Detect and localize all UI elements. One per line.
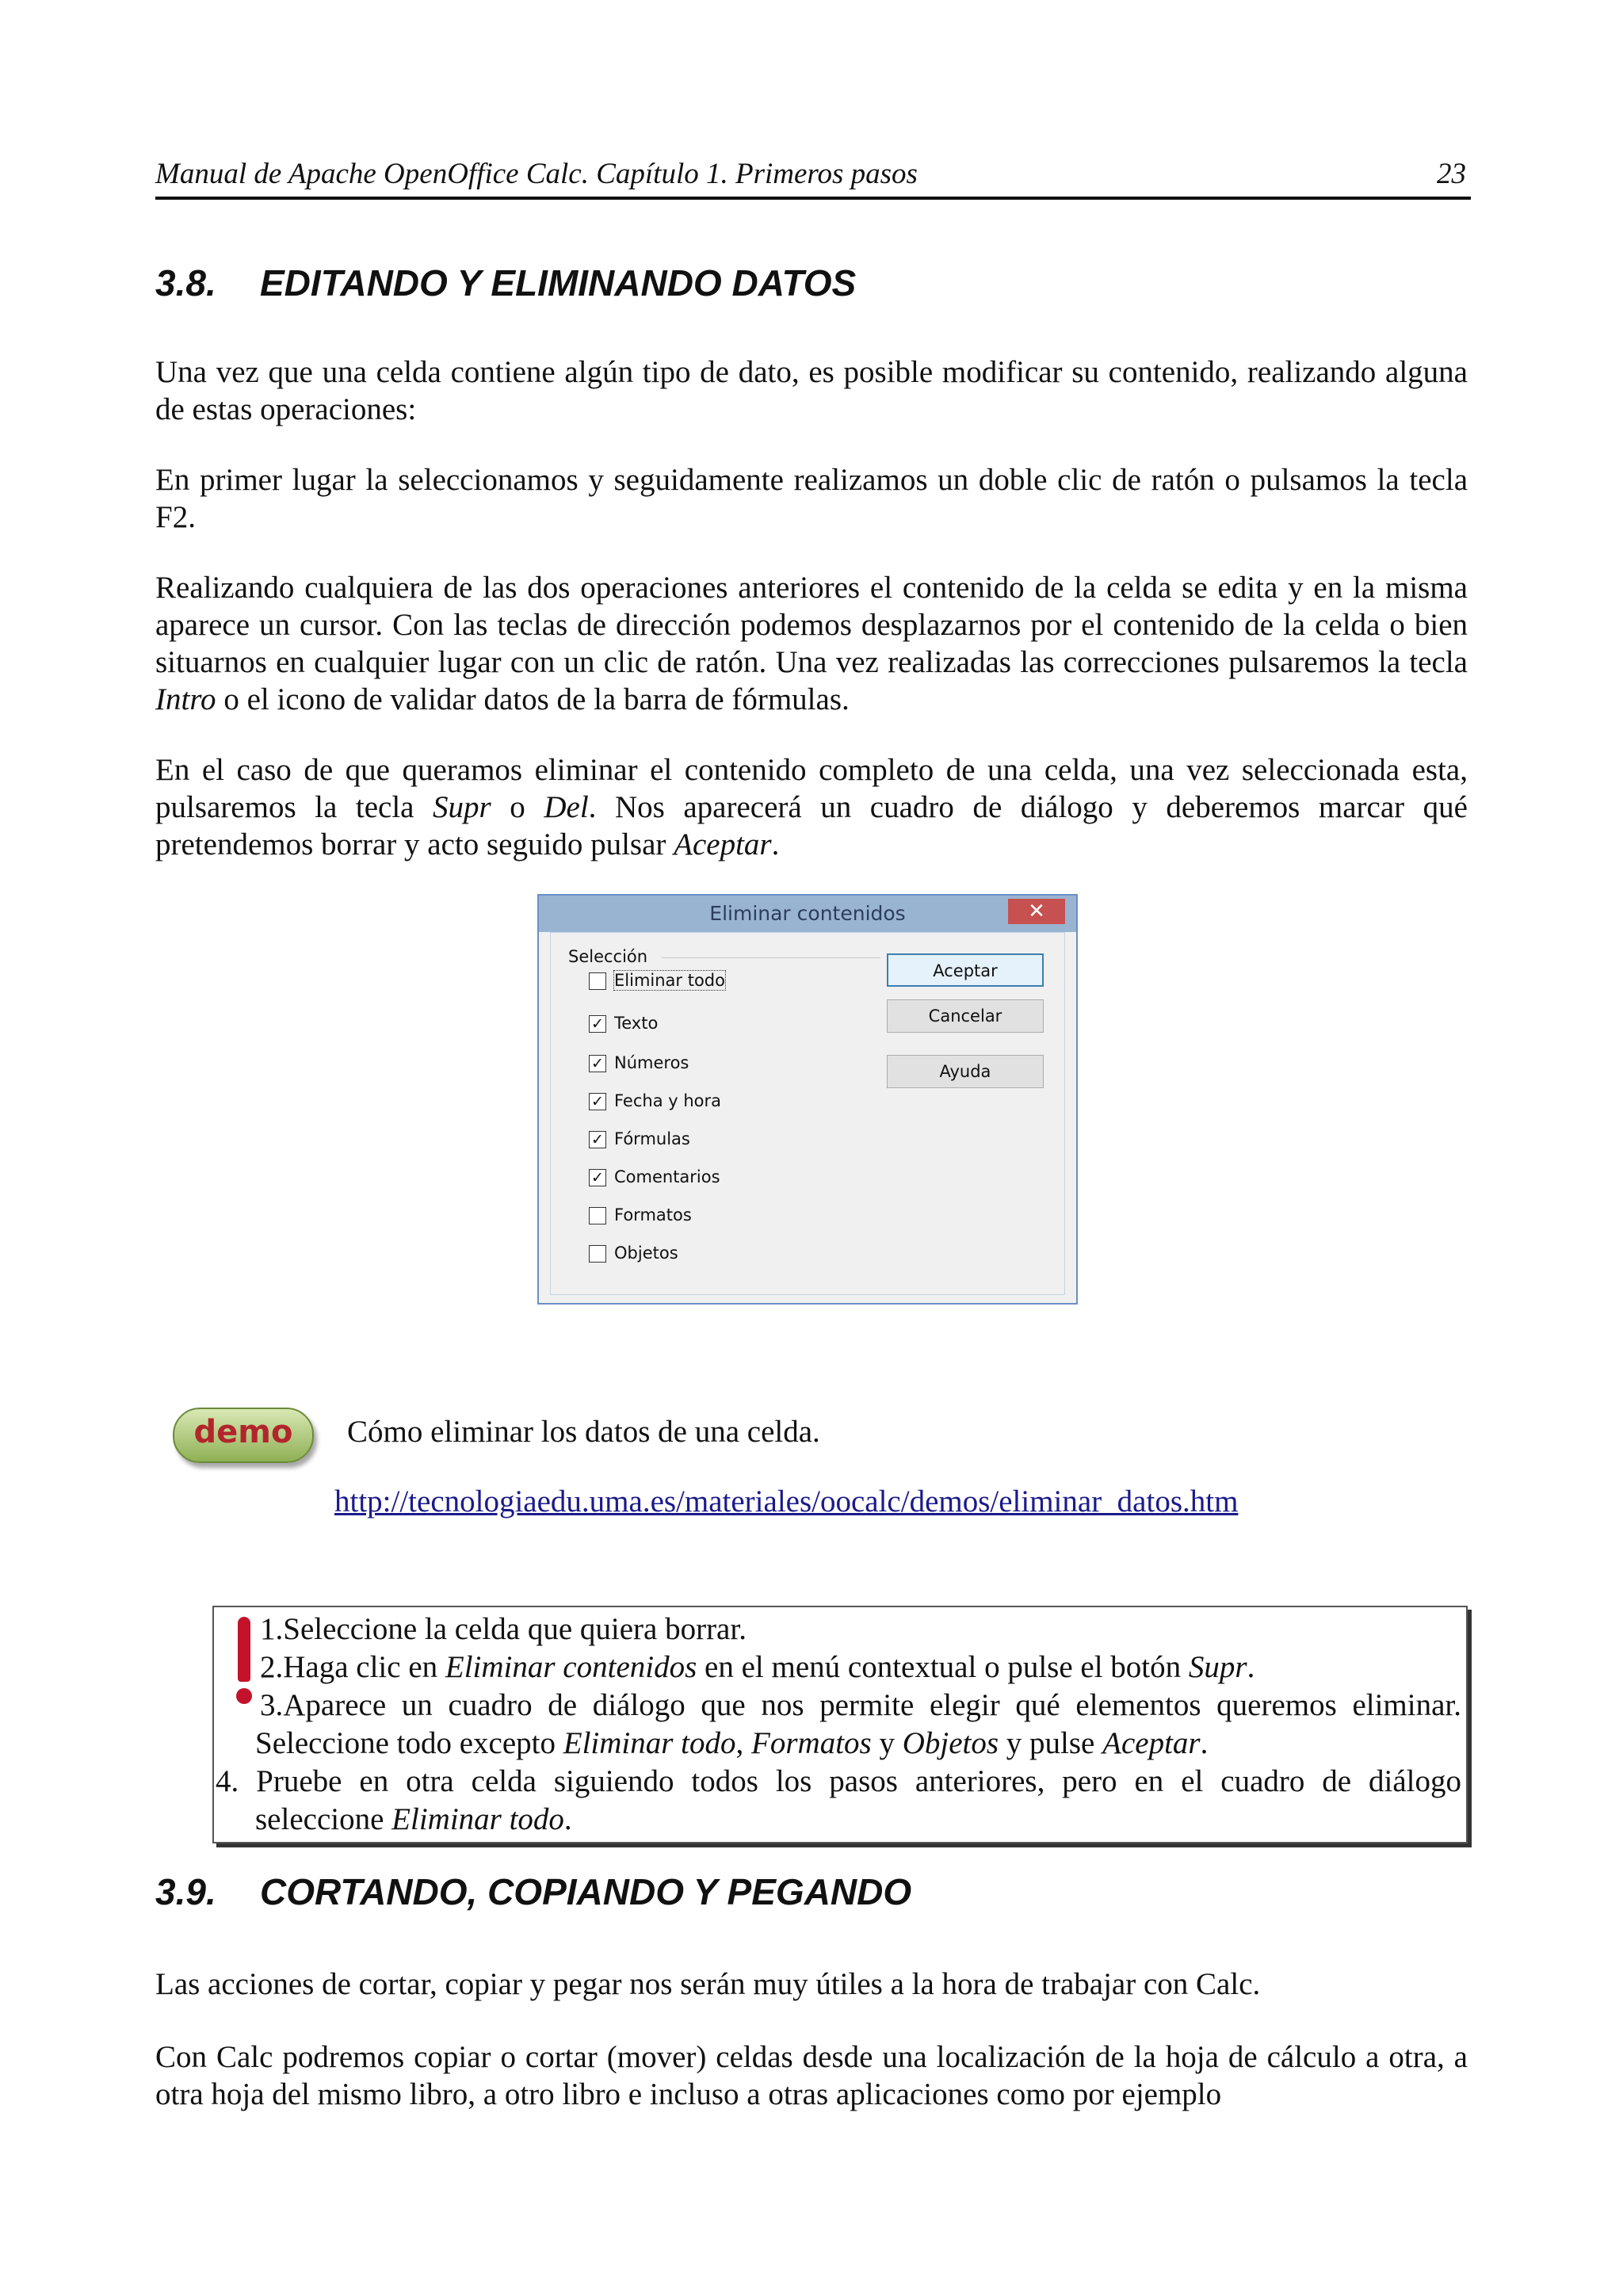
selection-group-label: Selección xyxy=(568,947,648,966)
exercise-step-3: 3.Aparece un cuadro de diálogo que nos permite elegir qué elementos queremos eliminar. xyxy=(260,1688,1461,1722)
checkbox-label: Fórmulas xyxy=(614,1129,690,1148)
exercise-step-4: 4. Pruebe en otra celda siguiendo todos los pasos anteriores, pero en el cuadro de diálogo xyxy=(216,1764,1461,1798)
checkmark-icon[interactable]: ✓ xyxy=(589,1093,606,1110)
checkbox-unchecked-icon[interactable] xyxy=(589,1207,606,1224)
checkmark-icon[interactable]: ✓ xyxy=(589,1015,606,1033)
checkbox-label: Comentarios xyxy=(614,1167,720,1186)
help-button[interactable]: Ayuda xyxy=(887,1055,1044,1088)
accept-button[interactable]: Aceptar xyxy=(887,953,1044,987)
checkbox-unchecked-icon[interactable] xyxy=(589,1245,606,1263)
option-ref: Eliminar todo xyxy=(391,1802,564,1836)
checkbox-label: Formatos xyxy=(614,1205,692,1224)
option-ref: Eliminar todo xyxy=(563,1726,736,1760)
text: o xyxy=(491,790,544,824)
section-number: 3.9. xyxy=(155,1871,216,1912)
page-header xyxy=(155,152,1471,200)
dialog-title: Eliminar contenidos xyxy=(709,902,906,925)
text: Realizando cualquiera de las dos operaciones anteriores el contenido de la celda se edita y en la misma aparece un cursor. Con las teclas de dirección podemos desplazarnos por el contenido de la celda o bien situarnos en cualquier lugar con un clic de ratón. Una vez realizadas las correcciones pulsaremos la tecla xyxy=(155,571,1468,679)
paragraph-delete xyxy=(155,751,1468,863)
exclamation-dot xyxy=(236,1688,252,1704)
button-ref-aceptar: Aceptar xyxy=(674,827,772,861)
exercise-step-1: 1.Seleccione la celda que quiera borrar. xyxy=(260,1612,747,1646)
text: En el caso de que queramos eliminar el contenido completo de una celda, una vez seleccionada esta, pulsaremos la tecla xyxy=(155,753,1468,824)
cancel-button[interactable]: Cancelar xyxy=(887,999,1044,1033)
demo-link[interactable]: http://tecnologiaedu.uma.es/materiales/oocalc/demos/eliminar_datos.htm xyxy=(334,1484,1239,1519)
text: . xyxy=(1247,1650,1255,1684)
exercise-step-2 xyxy=(260,1648,1254,1686)
text: y pulse xyxy=(999,1726,1103,1760)
header-title: Manual de Apache OpenOffice Calc. Capítulo 1. Primeros pasos xyxy=(155,158,918,190)
text: . xyxy=(563,1802,572,1836)
dialog-titlebar xyxy=(539,896,1076,932)
paragraph-edit xyxy=(155,569,1468,718)
checkbox-unchecked-icon[interactable] xyxy=(589,972,606,990)
menu-ref: Eliminar contenidos xyxy=(445,1650,697,1684)
text: . Nos aparecerá un cuadro de diálogo y deberemos marcar qué pretendemos borrar y acto seguido pulsar xyxy=(155,790,1468,861)
demo-caption: Cómo eliminar los datos de una celda. xyxy=(347,1415,820,1449)
text: seleccione xyxy=(255,1802,392,1836)
paragraph-select: En primer lugar la seleccionamos y seguidamente realizamos un doble clic de ratón o pulsamos la tecla F2. xyxy=(155,463,1468,534)
text: , xyxy=(735,1726,752,1760)
key-intro: Intro xyxy=(155,682,216,716)
checkbox-label: Texto xyxy=(614,1014,659,1033)
close-icon[interactable]: ✕ xyxy=(1008,899,1065,924)
demo-badge-icon[interactable] xyxy=(173,1408,314,1463)
checkmark-icon[interactable]: ✓ xyxy=(589,1055,606,1072)
checkmark-icon[interactable]: ✓ xyxy=(589,1131,606,1148)
exercise-step-3-cont xyxy=(255,1725,1208,1762)
option-ref: Objetos xyxy=(902,1726,999,1760)
text: en el menú contextual o pulse el botón xyxy=(697,1650,1189,1684)
paragraph-intro: Una vez que una celda contiene algún tipo de dato, es posible modificar su contenido, realizando alguna de estas operaciones: xyxy=(155,355,1468,426)
checkbox-label: Fecha y hora xyxy=(614,1091,722,1110)
exercise-step-4-cont xyxy=(255,1801,572,1838)
button-ref: Aceptar xyxy=(1102,1726,1201,1760)
checkbox-label: Objetos xyxy=(614,1244,678,1263)
text: o el icono de validar datos de la barra de fórmulas. xyxy=(216,682,850,716)
section-number: 3.8. xyxy=(155,262,216,304)
section-heading-3-8 xyxy=(155,262,856,304)
text: . xyxy=(1200,1726,1209,1760)
checkbox-label: Eliminar todo xyxy=(614,971,725,990)
key-del: Del xyxy=(544,790,589,824)
checkmark-icon[interactable]: ✓ xyxy=(589,1169,606,1186)
checkbox-label: Números xyxy=(614,1053,689,1072)
text: y xyxy=(871,1726,903,1760)
paragraph-cut-copy-intro: Las acciones de cortar, copiar y pegar nos serán muy útiles a la hora de trabajar con Calc. xyxy=(155,1967,1261,2001)
page-number: 23 xyxy=(1437,158,1466,190)
text: Seleccione todo excepto xyxy=(255,1726,563,1760)
delete-contents-dialog xyxy=(537,894,1078,1305)
paragraph-cut-copy-detail: Con Calc podremos copiar o cortar (mover) celdas desde una localización de la hoja de cálculo a otra, a otra hoja del mismo libro, a otro libro e incluso a otras aplicaciones como por ejemplo xyxy=(155,2040,1468,2111)
key-supr: Supr xyxy=(433,790,491,824)
exclamation-icon xyxy=(235,1617,254,1704)
exclamation-bar xyxy=(238,1617,250,1682)
demo-badge-label: demo xyxy=(193,1414,293,1450)
key-supr: Supr xyxy=(1188,1650,1247,1684)
option-ref: Formatos xyxy=(751,1726,872,1760)
section-title: CORTANDO, COPIANDO Y PEGANDO xyxy=(260,1871,912,1912)
text: . xyxy=(771,827,780,861)
section-title: EDITANDO Y ELIMINANDO DATOS xyxy=(260,262,857,304)
section-heading-3-9 xyxy=(155,1870,911,1913)
group-divider xyxy=(662,957,880,958)
text: 2.Haga clic en xyxy=(260,1650,445,1684)
dialog-body xyxy=(550,932,1065,1295)
